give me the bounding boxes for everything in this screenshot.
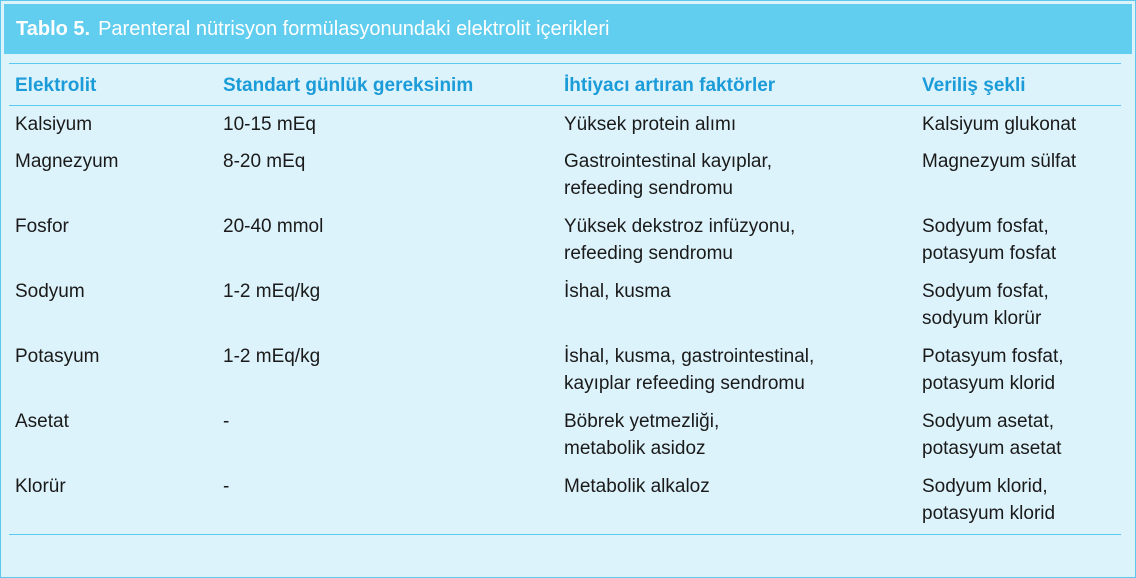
cell-line: Sodyum fosfat, — [922, 216, 1049, 237]
cell-electrolyte: Potasyum — [15, 346, 100, 367]
cell-requirement: 10-15 mEq — [223, 114, 316, 135]
header-administration: Veriliş şekli — [922, 75, 1026, 96]
cell-electrolyte: Fosfor — [15, 216, 69, 237]
cell-line: Magnezyum sülfat — [922, 151, 1077, 172]
cell-line: metabolik asidoz — [564, 438, 706, 459]
header-increasing-factors: İhtiyacı artıran faktörler — [564, 75, 776, 96]
cell-line: Gastrointestinal kayıplar, — [564, 151, 773, 172]
cell-line: Kalsiyum glukonat — [922, 114, 1077, 135]
table-title: Parenteral nütrisyon formülasyonundaki elektrolit içerikleri — [98, 17, 610, 40]
cell-factors — [564, 473, 710, 500]
cell-requirement: - — [223, 411, 230, 432]
cell-line: potasyum klorid — [922, 373, 1056, 394]
top-rule — [9, 63, 1121, 64]
cell-factors — [564, 111, 736, 138]
cell-line: Potasyum fosfat, — [922, 346, 1064, 367]
table-number: Tablo 5. — [16, 17, 91, 40]
cell-line: Yüksek dekstroz infüzyonu, — [564, 216, 796, 237]
cell-line: Yüksek protein alımı — [564, 114, 737, 135]
cell-administration — [922, 408, 1061, 462]
cell-line: potasyum asetat — [922, 438, 1062, 459]
cell-requirement: 1-2 mEq/kg — [223, 346, 321, 367]
cell-requirement: - — [223, 476, 230, 497]
cell-administration — [922, 213, 1056, 267]
cell-line: sodyum klorür — [922, 308, 1042, 329]
cell-electrolyte: Magnezyum — [15, 151, 119, 172]
cell-factors — [564, 148, 772, 202]
cell-line: refeeding sendromu — [564, 178, 733, 199]
cell-line: İshal, kusma — [564, 281, 671, 302]
header-electrolyte: Elektrolit — [15, 75, 97, 96]
cell-line: Sodyum klorid, — [922, 476, 1048, 497]
cell-line: İshal, kusma, gastrointestinal, — [564, 346, 815, 367]
cell-requirement: 1-2 mEq/kg — [223, 281, 321, 302]
cell-administration — [922, 343, 1064, 397]
cell-line: refeeding sendromu — [564, 243, 733, 264]
cell-administration — [922, 111, 1076, 138]
cell-requirement: 8-20 mEq — [223, 151, 306, 172]
cell-line: Sodyum asetat, — [922, 411, 1055, 432]
cell-line: potasyum klorid — [922, 503, 1056, 524]
cell-electrolyte: Kalsiyum — [15, 114, 93, 135]
cell-line: potasyum fosfat — [922, 243, 1057, 264]
cell-line: Böbrek yetmezliği, — [564, 411, 720, 432]
bottom-rule — [9, 534, 1121, 535]
cell-electrolyte: Sodyum — [15, 281, 85, 302]
header-daily-requirement: Standart günlük gereksinim — [223, 75, 474, 96]
cell-administration — [922, 148, 1076, 175]
cell-administration — [922, 278, 1049, 332]
cell-line: Sodyum fosfat, — [922, 281, 1049, 302]
table-caption — [4, 4, 1132, 54]
cell-factors — [564, 213, 795, 267]
header-rule — [9, 105, 1121, 106]
cell-factors — [564, 278, 671, 305]
cell-requirement: 20-40 mmol — [223, 216, 324, 237]
cell-line: Metabolik alkaloz — [564, 476, 710, 497]
cell-administration — [922, 473, 1055, 527]
cell-electrolyte: Asetat — [15, 411, 69, 432]
cell-electrolyte: Klorür — [15, 476, 66, 497]
cell-line: kayıplar refeeding sendromu — [564, 373, 805, 394]
cell-factors — [564, 408, 719, 462]
cell-factors — [564, 343, 814, 397]
